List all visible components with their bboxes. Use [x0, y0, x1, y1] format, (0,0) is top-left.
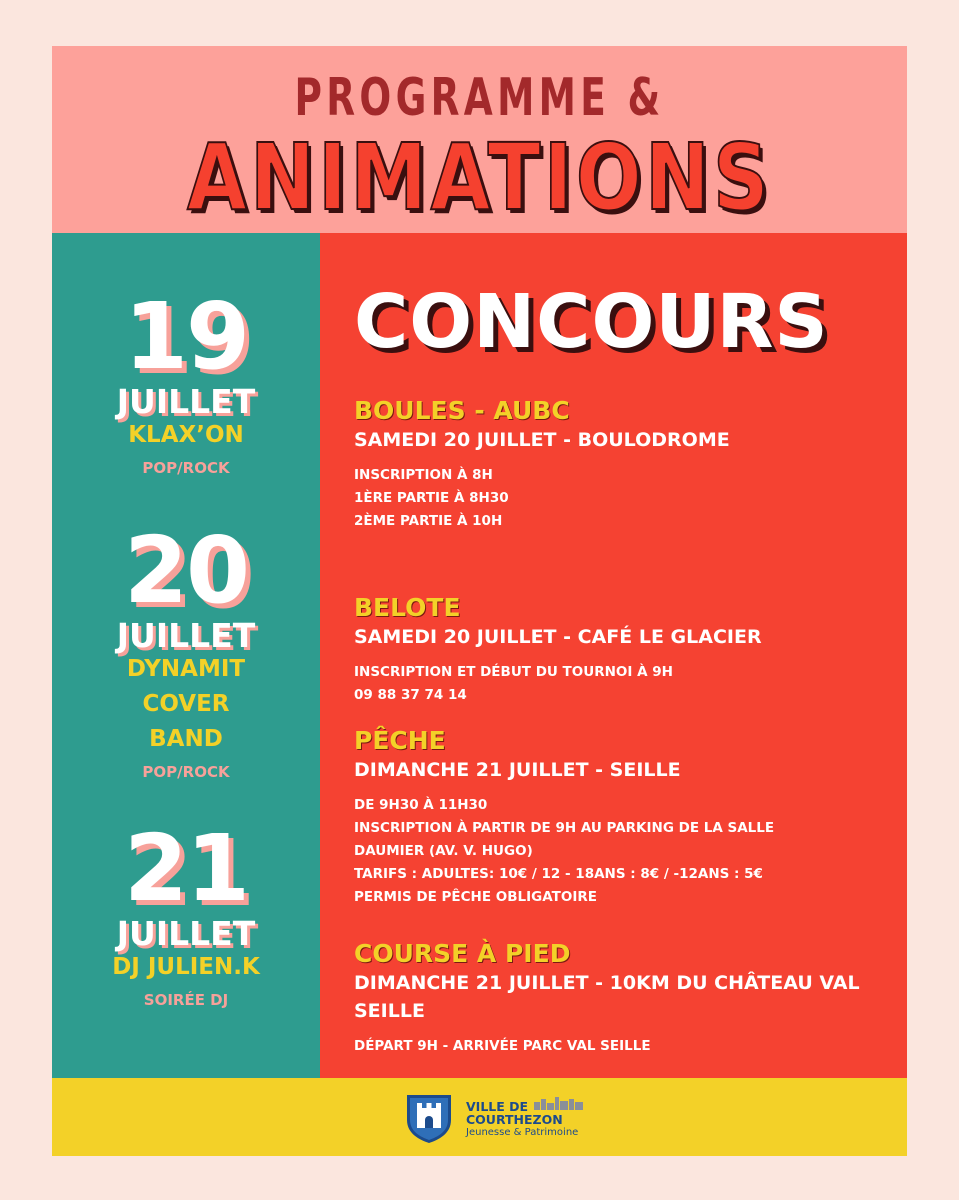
event-details: [354, 1035, 894, 1058]
logo-line-courthezon: COURTHEZON: [466, 1112, 563, 1127]
concert-day-21: [52, 815, 320, 1015]
concert-genre: POP/ROCK: [142, 763, 230, 781]
concours-panel: [320, 233, 907, 1078]
event-peche: [354, 726, 894, 909]
event-detail-line: DÉPART 9H - ARRIVÉE PARC VAL SEILLE: [354, 1038, 651, 1054]
poster-header: [52, 46, 907, 233]
title-animations: ANIMATIONS: [186, 124, 773, 231]
concert-artist: KLAX’ON: [128, 422, 244, 448]
concert-genre: POP/ROCK: [142, 459, 230, 477]
event-detail-line: TARIFS : ADULTES: 10€ / 12 - 18ANS : 8€ / -12ANS : 5€: [354, 866, 763, 882]
event-detail-line: 2ÈME PARTIE À 10H: [354, 513, 503, 529]
title-programme: PROGRAMME &: [294, 68, 665, 128]
logo-line-tagline: Jeunesse & Patrimoine: [466, 1127, 579, 1138]
village-skyline-icon: [534, 1096, 584, 1110]
concert-day-number: 21: [123, 815, 249, 922]
concert-month: JUILLET: [116, 914, 256, 953]
event-detail-line: 09 88 37 74 14: [354, 687, 467, 703]
event-title: PÊCHE: [354, 726, 446, 755]
concert-day-number: 19: [123, 283, 249, 390]
event-detail-line: INSCRIPTION À 8H: [354, 467, 493, 483]
event-belote: [354, 593, 894, 707]
poster: [52, 46, 907, 1156]
event-details: [354, 464, 894, 533]
event-detail-line: 1ÈRE PARTIE À 8H30: [354, 490, 509, 506]
event-subtitle: SEILLE: [354, 1000, 425, 1022]
concours-heading: CONCOURS: [354, 279, 829, 365]
concert-artist: COVER: [142, 691, 230, 717]
concert-month: JUILLET: [116, 616, 256, 655]
event-detail-line: PERMIS DE PÊCHE OBLIGATOIRE: [354, 889, 597, 905]
event-boules: [354, 396, 894, 533]
event-course: [354, 939, 894, 1058]
event-title: BELOTE: [354, 593, 461, 622]
event-subtitle: SAMEDI 20 JUILLET - BOULODROME: [354, 429, 730, 451]
event-details: [354, 794, 894, 909]
event-subtitle: DIMANCHE 21 JUILLET - SEILLE: [354, 759, 681, 781]
event-detail-line: INSCRIPTION ET DÉBUT DU TOURNOI À 9H: [354, 664, 673, 680]
event-details: [354, 661, 894, 707]
concert-artist: DYNAMIT: [126, 656, 246, 682]
event-title: BOULES - AUBC: [354, 396, 570, 425]
event-title: COURSE À PIED: [354, 939, 571, 968]
concert-artist: BAND: [149, 726, 223, 752]
poster-footer: [52, 1078, 907, 1156]
concert-artist: DJ JULIEN.K: [112, 954, 260, 980]
concerts-panel: [52, 233, 320, 1078]
concert-genre: SOIRÉE DJ: [143, 991, 229, 1009]
event-detail-line: DAUMIER (AV. V. HUGO): [354, 843, 533, 859]
logo-line-ville: VILLE DE: [466, 1099, 529, 1114]
castle-shield-icon: [404, 1092, 454, 1144]
concert-day-20: [52, 517, 320, 787]
event-detail-line: INSCRIPTION À PARTIR DE 9H AU PARKING DE LA SALLE: [354, 820, 775, 836]
event-subtitle: DIMANCHE 21 JUILLET - 10KM DU CHÂTEAU VAL: [354, 972, 860, 994]
event-subtitle: SAMEDI 20 JUILLET - CAFÉ LE GLACIER: [354, 626, 762, 648]
concert-day-19: [52, 283, 320, 483]
concert-day-number: 20: [123, 517, 249, 624]
courthezon-logo: [404, 1092, 604, 1144]
concert-month: JUILLET: [116, 382, 256, 421]
event-detail-line: DE 9H30 À 11H30: [354, 797, 488, 813]
